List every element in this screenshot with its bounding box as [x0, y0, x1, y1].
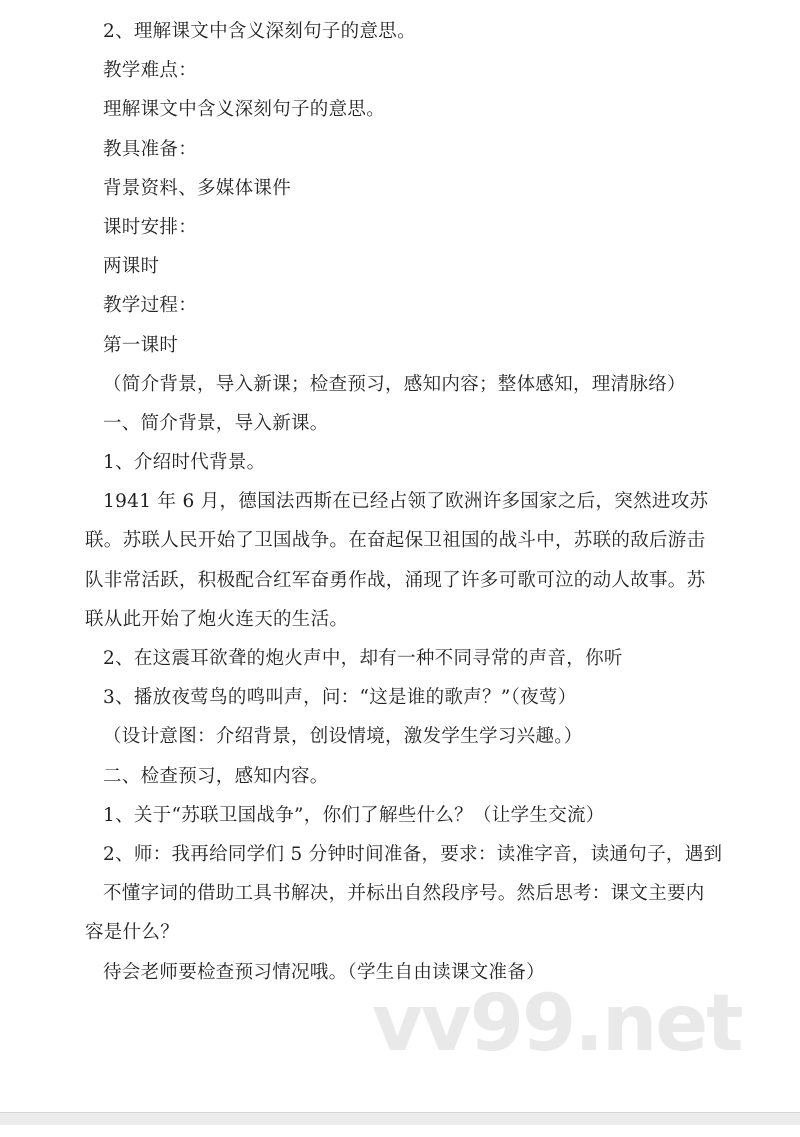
text-line: 1、介绍时代背景。	[103, 452, 266, 474]
text-line: 1941 年 6 月，德国法西斯在已经占领了欧洲许多国家之后，突然进攻苏	[103, 491, 709, 513]
text-line: 2、理解课文中含义深刻句子的意思。	[103, 21, 416, 42]
text-line: 待会老师要检查预习情况哦。（学生自由读课文准备）	[103, 961, 545, 983]
text-line: 不懂字词的借助工具书解决，并标出自然段序号。然后思考：课文主要内	[103, 883, 705, 905]
text-line: 容是什么？	[85, 922, 180, 944]
text-line: （简介背景，导入新课；检查预习，感知内容；整体感知，理清脉络）	[103, 373, 686, 395]
text-line: 理解课文中含义深刻句子的意思。	[103, 99, 386, 121]
text-line: 队非常活跃，积极配合红军奋勇作战，涌现了许多可歌可泣的动人故事。苏	[85, 569, 706, 591]
text-line: 背景资料、多媒体课件	[103, 177, 292, 199]
page-separator	[0, 1112, 800, 1126]
text-line: 教学过程：	[103, 295, 198, 317]
text-line: 二、检查预习，感知内容。	[103, 765, 329, 787]
text-line: 2、在这震耳欲聋的炮火声中，却有一种不同寻常的声音，你听	[103, 648, 623, 669]
text-line: （设计意图：介绍背景，创设情境，激发学生学习兴趣。）	[103, 726, 583, 748]
text-line: 3、播放夜莺鸟的鸣叫声，问：“这是谁的歌声？”（夜莺）	[103, 687, 577, 709]
watermark: vv99.net	[372, 979, 742, 1069]
text-line: 教具准备：	[103, 138, 198, 160]
text-line: 课时安排：	[103, 216, 198, 238]
text-line: 一、简介背景，导入新课。	[103, 412, 329, 434]
text-line: 教学难点：	[103, 60, 198, 82]
text-line: 联。苏联人民开始了卫国战争。在奋起保卫祖国的战斗中，苏联的敌后游击	[85, 530, 706, 552]
text-line: 联从此开始了炮火连天的生活。	[85, 608, 349, 630]
text-line: 2、师：我再给同学们 5 分钟时间准备，要求：读准字音，读通句子，遇到	[103, 843, 723, 865]
text-line: 第一课时	[103, 334, 179, 356]
text-line: 两课时	[103, 256, 160, 278]
next-page	[0, 1125, 800, 1137]
document-body	[85, 12, 725, 992]
text-line: 1、关于“苏联卫国战争”，你们了解些什么？（让学生交流）	[103, 804, 605, 826]
